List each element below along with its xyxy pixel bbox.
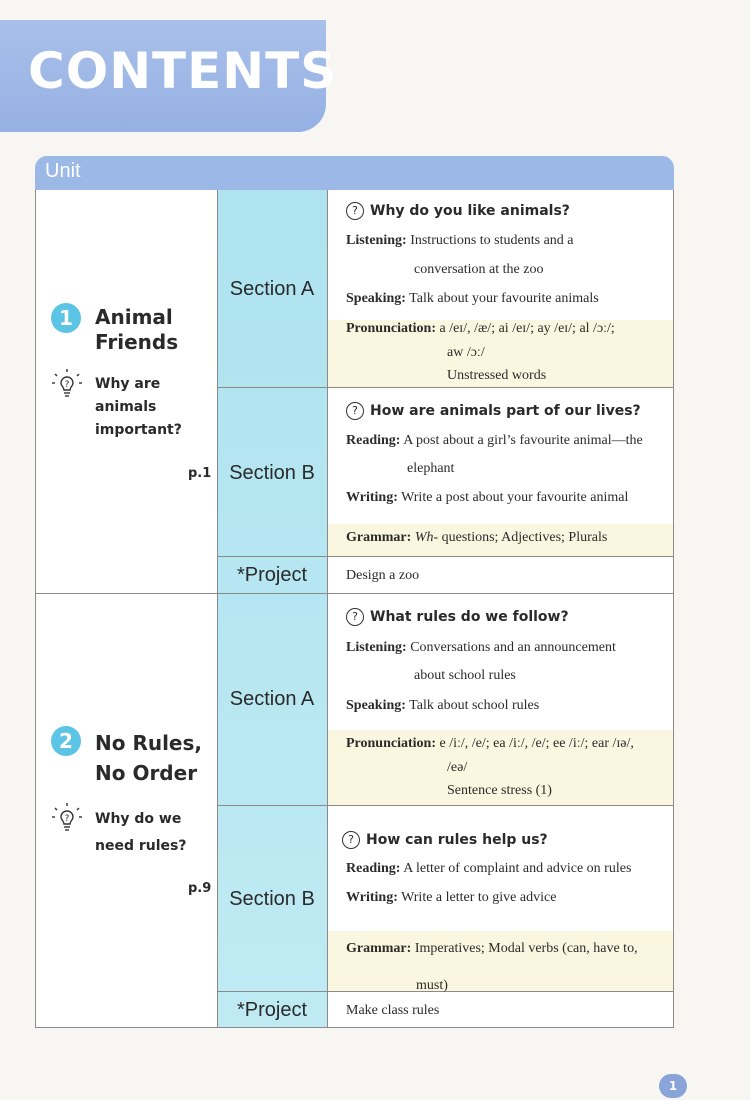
- contents-table: [35, 190, 674, 1028]
- page-reference: p.1: [188, 466, 212, 481]
- section-question: ? How can rules help us?: [342, 831, 548, 849]
- project-text: Make class rules: [346, 1003, 440, 1018]
- table-header-bar: [35, 156, 674, 190]
- section-question: ? What rules do we follow?: [346, 608, 569, 626]
- question-icon: ?: [346, 402, 364, 420]
- unit-title: Animal Friends: [95, 305, 179, 354]
- unit-number-badge: 1: [51, 303, 81, 333]
- project-label: *Project: [236, 999, 308, 1021]
- question-icon: ?: [342, 831, 360, 849]
- unit-column-label: Unit: [45, 160, 81, 182]
- lightbulb-icon: [51, 368, 83, 400]
- question-icon: ?: [346, 202, 364, 220]
- project-label: *Project: [236, 564, 308, 586]
- section-b-label: Section B: [229, 462, 315, 484]
- section-a-content: ? What rules do we follow? Listening: Conversations and an announcement about school rules Speaking: Talk about school rules Pronunciation: e /iː/, /e/; ea /iː/, /e/; ee /iː/; ear /ɪə/, /eə/ Sentence stress (1): [346, 609, 634, 798]
- section-question: ? How are animals part of our lives?: [346, 402, 641, 420]
- big-question: Why are animals important?: [95, 376, 182, 438]
- big-question: Why do we need rules?: [95, 811, 187, 854]
- page-number: 1: [659, 1074, 687, 1098]
- section-question: ? Why do you like animals?: [346, 202, 570, 220]
- lightbulb-icon: [51, 802, 83, 834]
- unit-title: No Rules, No Order: [95, 731, 203, 785]
- section-a-label: Section A: [229, 278, 315, 300]
- section-a-label: Section A: [229, 688, 315, 710]
- question-icon: ?: [346, 608, 364, 626]
- section-b-content: ? How can rules help us? Reading: A letter of complaint and advice on rules Writing: Write a letter to give advice Grammar: Imperatives; Modal verbs (can, have to, must): [328, 805, 673, 991]
- section-b-label: Section B: [229, 888, 315, 910]
- page-title: CONTENTS: [28, 42, 338, 100]
- section-b-content: ? How are animals part of our lives? Reading: A post about a girl’s favourite animal—the elephant Writing: Write a post about your favourite animal Grammar: Wh- questions; Adjectives; Plurals: [346, 403, 643, 545]
- svg-text:?: ?: [64, 380, 70, 390]
- section-a-content: ? Why do you like animals? Listening: Instructions to students and a conversation at the zoo Speaking: Talk about your favourite animals Pronunciation: a /eɪ/, /æ/; ai /eɪ/; ay /eɪ/; al /ɔː/; aw /ɔː/ Unstressed words: [346, 203, 615, 383]
- unit-number-badge: 2: [51, 726, 81, 756]
- svg-text:?: ?: [64, 814, 70, 824]
- page-reference: p.9: [188, 881, 212, 896]
- project-text: Design a zoo: [346, 568, 420, 583]
